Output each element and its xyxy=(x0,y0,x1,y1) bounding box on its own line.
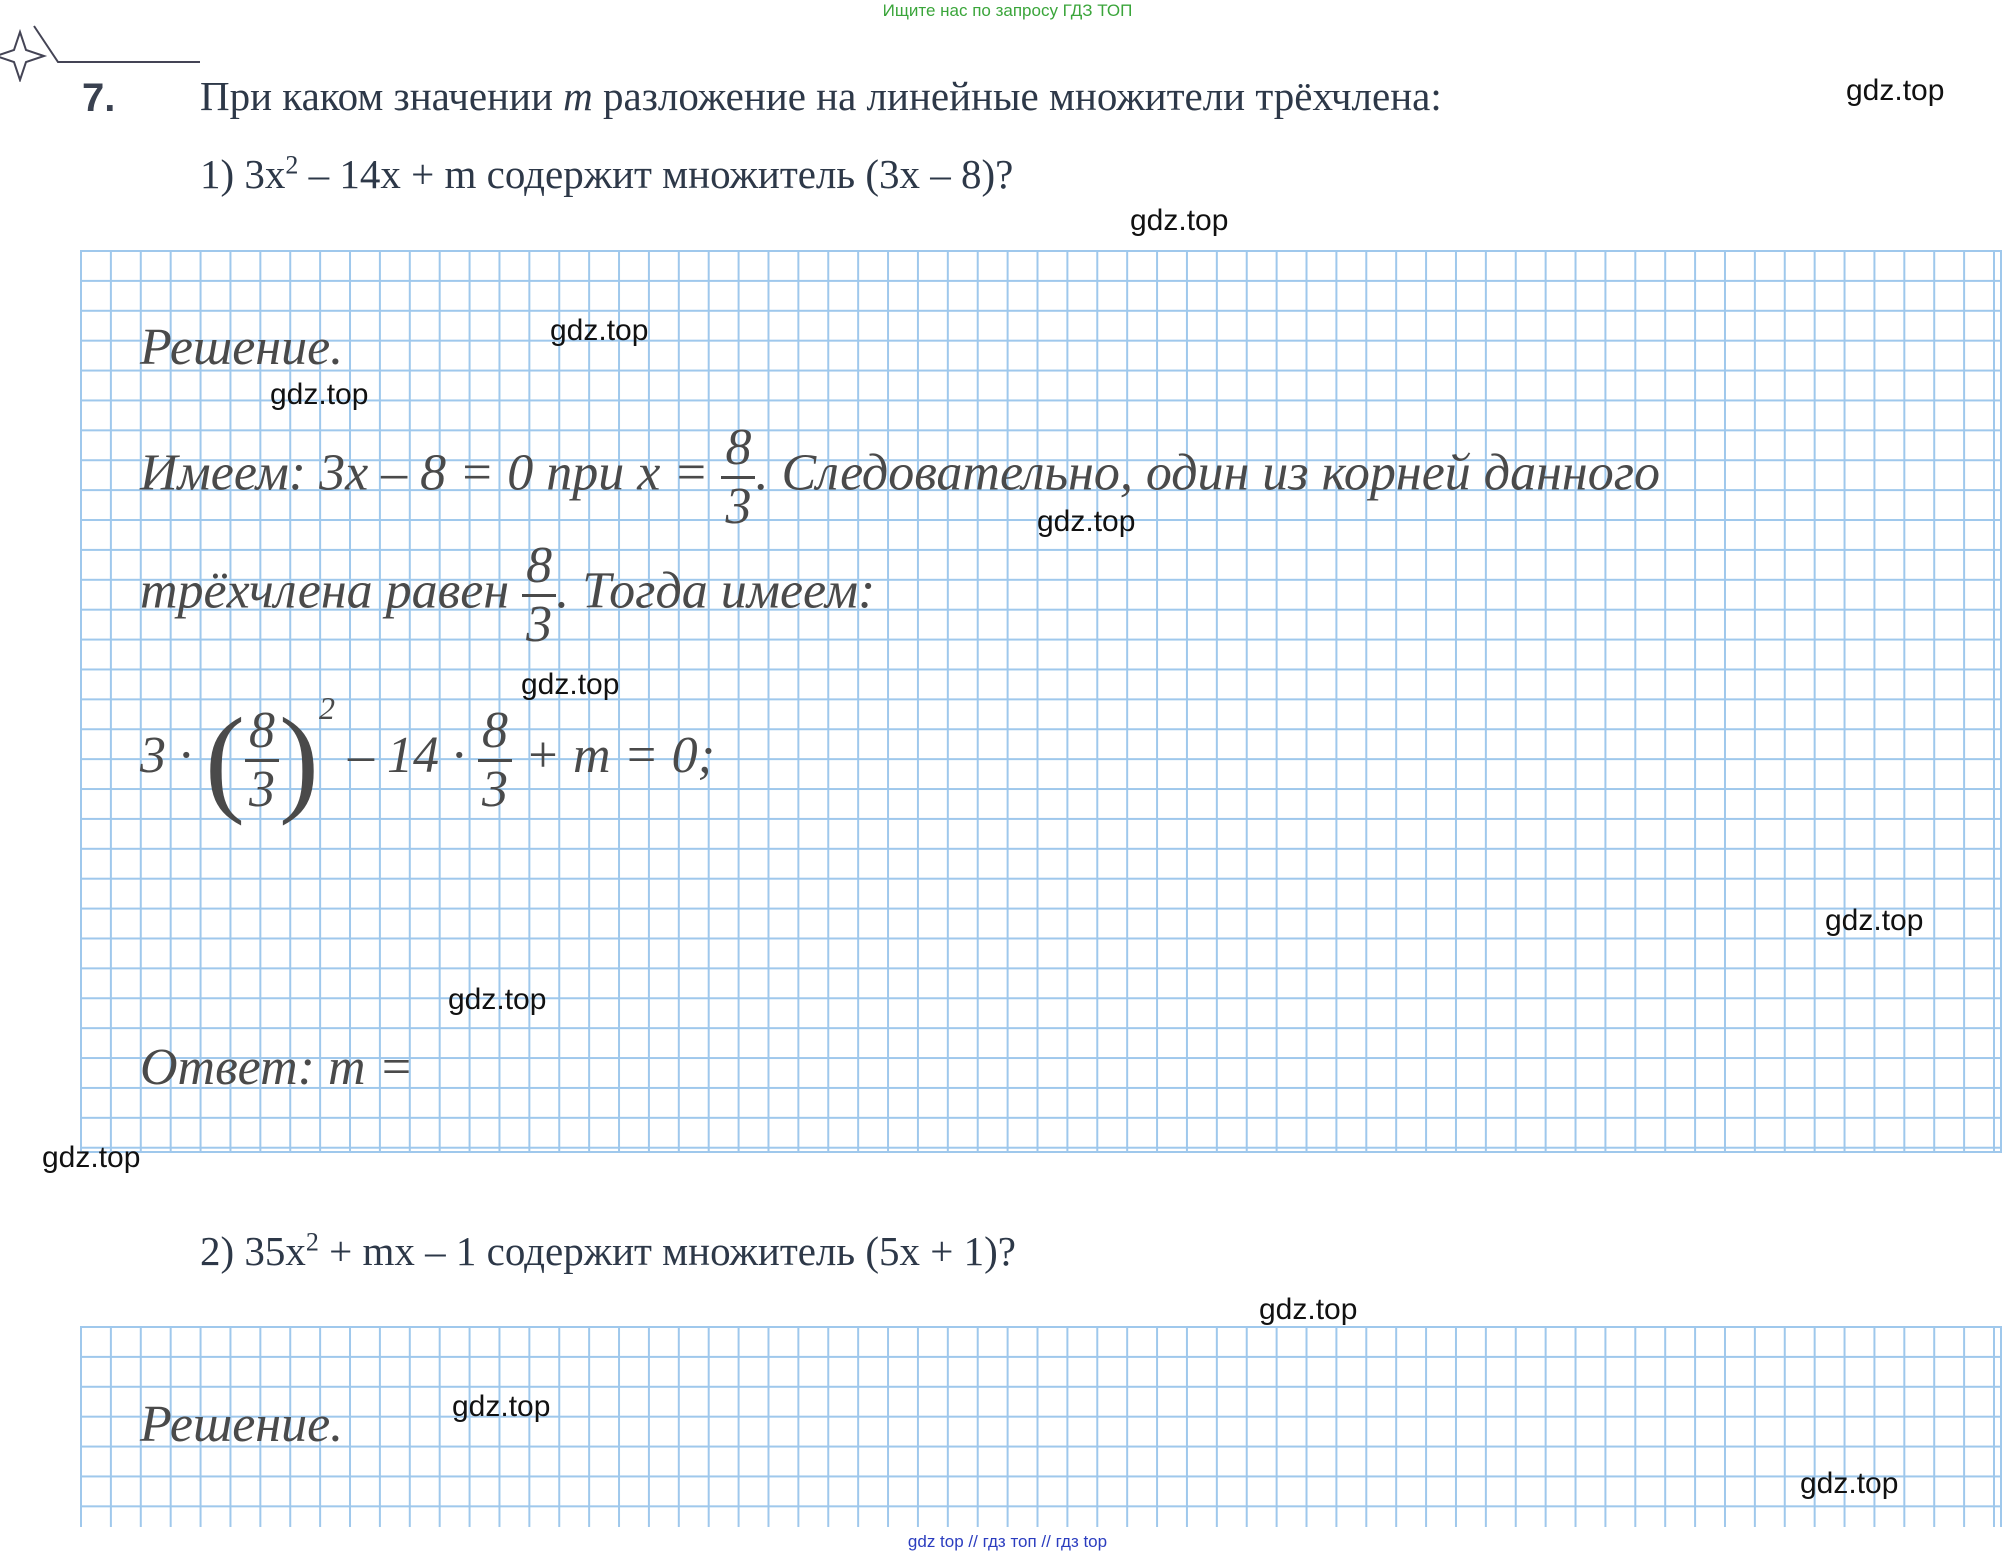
fraction-denominator: 3 xyxy=(248,760,275,818)
equation-coefficient: 3 · xyxy=(140,726,192,784)
watermark: gdz.top xyxy=(1130,204,1229,237)
fraction-denominator: 3 xyxy=(526,596,553,653)
solution-grid-2 xyxy=(80,1326,2002,1527)
footer-links: gdz top // гдз топ // гдз top xyxy=(907,1532,1108,1551)
part2-prompt-post: + mx – 1 содержит множитель (5x + 1)? xyxy=(318,1228,1016,1274)
watermark: gdz.top xyxy=(1846,74,1945,107)
watermark: gdz.top xyxy=(42,1141,141,1174)
part1-equation xyxy=(140,690,715,826)
part2-prompt xyxy=(200,1227,1016,1275)
fraction-eight-thirds-4 xyxy=(478,701,512,818)
equation-middle: – 14 · xyxy=(347,726,465,784)
question-number: 7. xyxy=(82,76,116,120)
part1-prompt xyxy=(200,150,1013,198)
fraction-eight-thirds-3 xyxy=(245,701,279,818)
watermark: gdz.top xyxy=(448,983,547,1016)
part1-line2 xyxy=(140,537,876,653)
fraction-denominator: 3 xyxy=(481,760,508,818)
equation-end: + m = 0; xyxy=(511,726,715,784)
part1-answer-label: Ответ: m = xyxy=(140,1039,414,1096)
fraction-numerator: 8 xyxy=(721,422,755,479)
watermark: gdz.top xyxy=(1259,1293,1358,1326)
watermark: gdz.top xyxy=(452,1390,551,1423)
prompt-prefix: При каком значении xyxy=(200,73,564,119)
fraction-denominator: 3 xyxy=(725,478,752,535)
fraction-numerator: 8 xyxy=(478,705,512,762)
part1-prompt-exp: 2 xyxy=(285,150,299,180)
top-banner: Ищите нас по запросу ГДЗ ТОП xyxy=(882,1,1133,20)
watermark: gdz.top xyxy=(270,378,369,411)
part1-line1-a: Имеем: 3x – 8 = 0 при x = xyxy=(140,444,709,502)
prompt-suffix: разложение на линейные множители трёхчлена: xyxy=(592,73,1442,119)
watermark: gdz.top xyxy=(521,668,620,701)
prompt-variable: m xyxy=(563,73,593,119)
part2-prompt-exp: 2 xyxy=(305,1227,319,1257)
watermark: gdz.top xyxy=(1800,1467,1899,1500)
left-paren: ( xyxy=(205,693,245,826)
equation-exponent: 2 xyxy=(318,690,335,726)
corner-star-decoration xyxy=(0,22,210,82)
question-prompt xyxy=(200,72,1442,120)
part1-line2-a: трёхчлена равен xyxy=(140,562,510,620)
fraction-numerator: 8 xyxy=(245,705,279,762)
fraction-numerator: 8 xyxy=(522,540,556,597)
watermark: gdz.top xyxy=(550,314,649,347)
watermark: gdz.top xyxy=(1825,904,1924,937)
fraction-eight-thirds-2 xyxy=(522,537,556,653)
watermark: gdz.top xyxy=(1037,505,1136,538)
part1-solution-label: Решение. xyxy=(140,319,344,376)
part2-prompt-pre: 2) 35x xyxy=(200,1228,306,1274)
part2-solution-label: Решение. xyxy=(140,1396,344,1453)
part1-prompt-post: – 14x + m содержит множитель (3x – 8)? xyxy=(298,151,1014,197)
right-paren: ) xyxy=(278,693,319,826)
part1-prompt-pre: 1) 3x xyxy=(200,151,286,197)
part1-line1 xyxy=(140,419,1660,535)
part1-line2-b: . Тогда имеем: xyxy=(556,562,876,620)
part1-line1-b: . Следовательно, один из корней данного xyxy=(755,444,1660,502)
fraction-eight-thirds-1 xyxy=(721,419,755,535)
